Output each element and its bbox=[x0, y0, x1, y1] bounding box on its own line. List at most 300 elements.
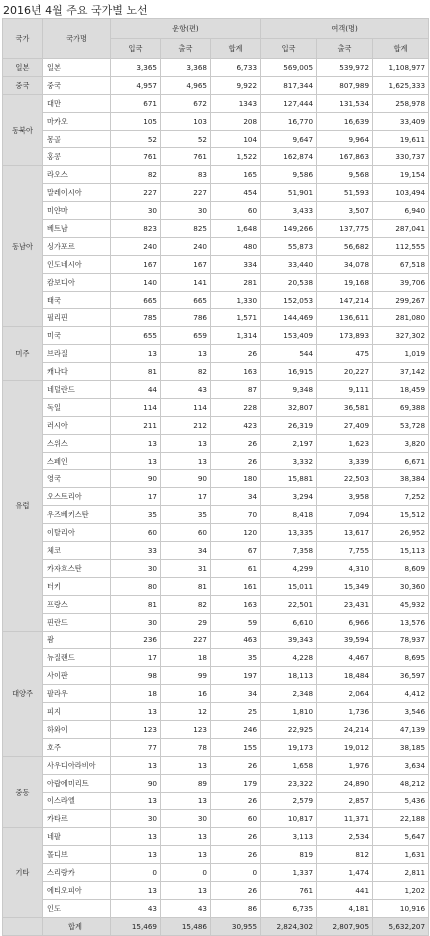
table-row bbox=[3, 309, 429, 327]
table-row bbox=[3, 899, 429, 917]
passengers-total-cell: 38,384 bbox=[373, 470, 429, 488]
flights-depart-cell: 103 bbox=[161, 112, 211, 130]
passengers-total-cell: 45,932 bbox=[373, 595, 429, 613]
header-flights-arrive: 입국 bbox=[111, 39, 161, 59]
country-cell: 핀란드 bbox=[43, 613, 111, 631]
passengers-depart-cell: 24,214 bbox=[317, 720, 373, 738]
country-cell: 팔라우 bbox=[43, 685, 111, 703]
table-row bbox=[3, 667, 429, 685]
passengers-depart-cell: 34,078 bbox=[317, 255, 373, 273]
flights-arrive-cell: 105 bbox=[111, 112, 161, 130]
flights-arrive-cell: 0 bbox=[111, 864, 161, 882]
passengers-total-cell: 15,512 bbox=[373, 506, 429, 524]
table-row bbox=[3, 202, 429, 220]
flights-total-cell: 463 bbox=[211, 631, 261, 649]
passengers-total-cell: 1,625,333 bbox=[373, 76, 429, 94]
flights-depart-cell: 34 bbox=[161, 542, 211, 560]
flights-depart-cell: 825 bbox=[161, 220, 211, 238]
country-cell: 뉴질랜드 bbox=[43, 649, 111, 667]
flights-arrive-cell: 785 bbox=[111, 309, 161, 327]
flights-total-cell: 480 bbox=[211, 237, 261, 255]
country-cell: 마카오 bbox=[43, 112, 111, 130]
table-row bbox=[3, 864, 429, 882]
flights-depart-cell: 60 bbox=[161, 524, 211, 542]
country-cell: 아랍에미리트 bbox=[43, 774, 111, 792]
passengers-total-cell: 48,212 bbox=[373, 774, 429, 792]
flights-total-cell: 246 bbox=[211, 720, 261, 738]
flights-total-cell: 1,522 bbox=[211, 148, 261, 166]
flights-total-cell: 87 bbox=[211, 381, 261, 399]
flights-total-cell: 228 bbox=[211, 398, 261, 416]
passengers-total-cell: 327,302 bbox=[373, 327, 429, 345]
passengers-depart-cell: 2,534 bbox=[317, 828, 373, 846]
table-row bbox=[3, 112, 429, 130]
country-cell: 사이판 bbox=[43, 667, 111, 685]
table-row bbox=[3, 398, 429, 416]
passengers-arrive-cell: 6,735 bbox=[261, 899, 317, 917]
passengers-total-cell: 299,267 bbox=[373, 291, 429, 309]
table-row bbox=[3, 720, 429, 738]
region-cell: 중국 bbox=[3, 76, 43, 94]
flights-arrive-cell: 60 bbox=[111, 524, 161, 542]
flights-arrive-cell: 123 bbox=[111, 720, 161, 738]
country-cell: 프랑스 bbox=[43, 595, 111, 613]
flights-depart-cell: 90 bbox=[161, 470, 211, 488]
passengers-arrive-cell: 55,873 bbox=[261, 237, 317, 255]
flights-depart-cell: 99 bbox=[161, 667, 211, 685]
flights-depart-cell: 4,965 bbox=[161, 76, 211, 94]
flights-arrive-cell: 90 bbox=[111, 470, 161, 488]
passengers-depart-cell: 4,181 bbox=[317, 899, 373, 917]
passengers-arrive-cell: 20,538 bbox=[261, 273, 317, 291]
flights-depart-cell: 13 bbox=[161, 828, 211, 846]
passengers-arrive-cell: 1,658 bbox=[261, 756, 317, 774]
table-row bbox=[3, 756, 429, 774]
passengers-arrive-cell: 18,113 bbox=[261, 667, 317, 685]
flights-depart-cell: 123 bbox=[161, 720, 211, 738]
flights-depart-cell: 17 bbox=[161, 488, 211, 506]
passengers-arrive-cell: 26,319 bbox=[261, 416, 317, 434]
table-row bbox=[3, 488, 429, 506]
flights-depart-cell: 665 bbox=[161, 291, 211, 309]
country-cell: 에티오피아 bbox=[43, 881, 111, 899]
flights-total-cell: 163 bbox=[211, 363, 261, 381]
table-row bbox=[3, 220, 429, 238]
passengers-total-cell: 38,185 bbox=[373, 738, 429, 756]
passengers-depart-cell: 22,503 bbox=[317, 470, 373, 488]
header-passengers-group: 여객(명) bbox=[261, 19, 429, 39]
passengers-depart-cell: 3,339 bbox=[317, 452, 373, 470]
flights-arrive-cell: 82 bbox=[111, 166, 161, 184]
passengers-total-cell: 13,576 bbox=[373, 613, 429, 631]
flights-total-cell: 25 bbox=[211, 703, 261, 721]
flights-arrive-cell: 13 bbox=[111, 846, 161, 864]
country-cell: 우즈베키스탄 bbox=[43, 506, 111, 524]
country-cell: 러시아 bbox=[43, 416, 111, 434]
passengers-depart-cell: 137,775 bbox=[317, 220, 373, 238]
flights-arrive-cell: 227 bbox=[111, 184, 161, 202]
flights-depart-cell: 78 bbox=[161, 738, 211, 756]
passengers-depart-cell: 23,431 bbox=[317, 595, 373, 613]
passengers-depart-cell: 1,623 bbox=[317, 434, 373, 452]
country-cell: 인도네시아 bbox=[43, 255, 111, 273]
passengers-arrive-cell: 32,807 bbox=[261, 398, 317, 416]
table-row bbox=[3, 881, 429, 899]
passengers-total-cell: 8,609 bbox=[373, 559, 429, 577]
region-cell: 동북아 bbox=[3, 94, 43, 166]
flights-depart-cell: 43 bbox=[161, 899, 211, 917]
passengers-total-cell: 18,459 bbox=[373, 381, 429, 399]
passengers-arrive-cell: 13,335 bbox=[261, 524, 317, 542]
flights-depart-cell: 672 bbox=[161, 94, 211, 112]
flights-depart-cell: 18 bbox=[161, 649, 211, 667]
passengers-depart-cell: 24,890 bbox=[317, 774, 373, 792]
flights-depart-cell: 31 bbox=[161, 559, 211, 577]
flights-arrive-cell: 13 bbox=[111, 828, 161, 846]
country-cell: 몰디브 bbox=[43, 846, 111, 864]
flights-depart-cell: 13 bbox=[161, 434, 211, 452]
passengers-total-cell: 37,142 bbox=[373, 363, 429, 381]
header-flights-depart: 출국 bbox=[161, 39, 211, 59]
passengers-arrive-cell: 761 bbox=[261, 881, 317, 899]
flights-depart-cell: 0 bbox=[161, 864, 211, 882]
passengers-depart-cell: 1,474 bbox=[317, 864, 373, 882]
flights-total-cell: 208 bbox=[211, 112, 261, 130]
country-cell: 스페인 bbox=[43, 452, 111, 470]
passengers-total-cell: 15,113 bbox=[373, 542, 429, 560]
region-cell: 미주 bbox=[3, 327, 43, 381]
flights-total-cell: 180 bbox=[211, 470, 261, 488]
flights-depart-cell: 659 bbox=[161, 327, 211, 345]
flights-depart-cell: 227 bbox=[161, 631, 211, 649]
country-cell: 체코 bbox=[43, 542, 111, 560]
flights-depart-cell: 43 bbox=[161, 381, 211, 399]
passengers-total-cell: 6,671 bbox=[373, 452, 429, 470]
passengers-arrive-cell: 16,915 bbox=[261, 363, 317, 381]
passengers-total-cell: 39,706 bbox=[373, 273, 429, 291]
flights-total-cell: 9,922 bbox=[211, 76, 261, 94]
table-row bbox=[3, 434, 429, 452]
country-cell: 태국 bbox=[43, 291, 111, 309]
country-cell: 말레이시아 bbox=[43, 184, 111, 202]
table-row bbox=[3, 291, 429, 309]
flights-total-cell: 334 bbox=[211, 255, 261, 273]
flights-total-cell: 0 bbox=[211, 864, 261, 882]
country-cell: 싱가포르 bbox=[43, 237, 111, 255]
passengers-arrive-cell: 9,348 bbox=[261, 381, 317, 399]
flights-depart-cell: 114 bbox=[161, 398, 211, 416]
total-flights-total: 30,955 bbox=[211, 917, 261, 935]
passengers-total-cell: 1,108,977 bbox=[373, 59, 429, 77]
country-cell: 괌 bbox=[43, 631, 111, 649]
flights-total-cell: 197 bbox=[211, 667, 261, 685]
flights-depart-cell: 3,368 bbox=[161, 59, 211, 77]
country-cell: 호주 bbox=[43, 738, 111, 756]
passengers-depart-cell: 147,214 bbox=[317, 291, 373, 309]
passengers-depart-cell: 2,064 bbox=[317, 685, 373, 703]
flights-arrive-cell: 665 bbox=[111, 291, 161, 309]
country-cell: 몽골 bbox=[43, 130, 111, 148]
passengers-depart-cell: 9,111 bbox=[317, 381, 373, 399]
country-cell: 하와이 bbox=[43, 720, 111, 738]
table-row bbox=[3, 810, 429, 828]
passengers-depart-cell: 441 bbox=[317, 881, 373, 899]
flights-total-cell: 61 bbox=[211, 559, 261, 577]
table-row bbox=[3, 166, 429, 184]
passengers-depart-cell: 36,581 bbox=[317, 398, 373, 416]
flights-arrive-cell: 77 bbox=[111, 738, 161, 756]
flights-depart-cell: 82 bbox=[161, 363, 211, 381]
flights-depart-cell: 82 bbox=[161, 595, 211, 613]
flights-total-cell: 67 bbox=[211, 542, 261, 560]
passengers-depart-cell: 1,736 bbox=[317, 703, 373, 721]
table-row bbox=[3, 542, 429, 560]
passengers-total-cell: 258,978 bbox=[373, 94, 429, 112]
passengers-total-cell: 10,916 bbox=[373, 899, 429, 917]
country-cell: 브라질 bbox=[43, 345, 111, 363]
flights-depart-cell: 13 bbox=[161, 881, 211, 899]
passengers-depart-cell: 1,976 bbox=[317, 756, 373, 774]
flights-total-cell: 1,571 bbox=[211, 309, 261, 327]
flights-arrive-cell: 30 bbox=[111, 613, 161, 631]
flights-total-cell: 163 bbox=[211, 595, 261, 613]
passengers-depart-cell: 19,168 bbox=[317, 273, 373, 291]
passengers-depart-cell: 51,593 bbox=[317, 184, 373, 202]
country-cell: 영국 bbox=[43, 470, 111, 488]
passengers-depart-cell: 7,755 bbox=[317, 542, 373, 560]
flights-depart-cell: 89 bbox=[161, 774, 211, 792]
flights-depart-cell: 212 bbox=[161, 416, 211, 434]
table-row bbox=[3, 506, 429, 524]
passengers-arrive-cell: 817,344 bbox=[261, 76, 317, 94]
flights-depart-cell: 167 bbox=[161, 255, 211, 273]
country-cell: 스위스 bbox=[43, 434, 111, 452]
passengers-total-cell: 6,940 bbox=[373, 202, 429, 220]
flights-depart-cell: 786 bbox=[161, 309, 211, 327]
flights-total-cell: 34 bbox=[211, 685, 261, 703]
flights-arrive-cell: 30 bbox=[111, 559, 161, 577]
total-passengers-arrive: 2,824,302 bbox=[261, 917, 317, 935]
flights-depart-cell: 13 bbox=[161, 345, 211, 363]
flights-arrive-cell: 13 bbox=[111, 881, 161, 899]
flights-total-cell: 60 bbox=[211, 202, 261, 220]
country-cell: 미국 bbox=[43, 327, 111, 345]
flights-total-cell: 26 bbox=[211, 452, 261, 470]
passengers-depart-cell: 3,958 bbox=[317, 488, 373, 506]
passengers-arrive-cell: 153,409 bbox=[261, 327, 317, 345]
passengers-total-cell: 1,631 bbox=[373, 846, 429, 864]
passengers-depart-cell: 475 bbox=[317, 345, 373, 363]
total-row bbox=[3, 917, 429, 935]
table-body bbox=[3, 59, 429, 918]
country-cell: 네덜란드 bbox=[43, 381, 111, 399]
flights-total-cell: 26 bbox=[211, 881, 261, 899]
header-country: 국가명 bbox=[43, 19, 111, 59]
country-cell: 스리랑카 bbox=[43, 864, 111, 882]
flights-arrive-cell: 211 bbox=[111, 416, 161, 434]
passengers-arrive-cell: 7,358 bbox=[261, 542, 317, 560]
flights-total-cell: 155 bbox=[211, 738, 261, 756]
table-row bbox=[3, 363, 429, 381]
passengers-total-cell: 5,647 bbox=[373, 828, 429, 846]
flights-arrive-cell: 81 bbox=[111, 595, 161, 613]
flights-depart-cell: 81 bbox=[161, 577, 211, 595]
flights-depart-cell: 13 bbox=[161, 452, 211, 470]
passengers-arrive-cell: 2,579 bbox=[261, 792, 317, 810]
table-row bbox=[3, 631, 429, 649]
flights-total-cell: 1,314 bbox=[211, 327, 261, 345]
country-cell: 라오스 bbox=[43, 166, 111, 184]
passengers-arrive-cell: 15,881 bbox=[261, 470, 317, 488]
country-cell: 인도 bbox=[43, 899, 111, 917]
passengers-arrive-cell: 3,433 bbox=[261, 202, 317, 220]
header-passengers-arrive: 입국 bbox=[261, 39, 317, 59]
flights-total-cell: 179 bbox=[211, 774, 261, 792]
region-cell: 일본 bbox=[3, 59, 43, 77]
passengers-total-cell: 3,634 bbox=[373, 756, 429, 774]
passengers-total-cell: 1,202 bbox=[373, 881, 429, 899]
country-cell: 캐나다 bbox=[43, 363, 111, 381]
total-flights-depart: 15,486 bbox=[161, 917, 211, 935]
region-cell: 대양주 bbox=[3, 631, 43, 756]
passengers-total-cell: 22,188 bbox=[373, 810, 429, 828]
page-title: 2016년 4월 주요 국가별 노선 bbox=[3, 4, 148, 17]
flights-total-cell: 26 bbox=[211, 756, 261, 774]
passengers-arrive-cell: 10,817 bbox=[261, 810, 317, 828]
table-row bbox=[3, 774, 429, 792]
passengers-arrive-cell: 569,005 bbox=[261, 59, 317, 77]
table-row bbox=[3, 381, 429, 399]
passengers-total-cell: 3,820 bbox=[373, 434, 429, 452]
table-row bbox=[3, 595, 429, 613]
passengers-depart-cell: 16,639 bbox=[317, 112, 373, 130]
passengers-total-cell: 2,811 bbox=[373, 864, 429, 882]
country-cell: 독일 bbox=[43, 398, 111, 416]
passengers-arrive-cell: 149,266 bbox=[261, 220, 317, 238]
flights-depart-cell: 16 bbox=[161, 685, 211, 703]
table-row bbox=[3, 649, 429, 667]
passengers-total-cell: 47,139 bbox=[373, 720, 429, 738]
flights-arrive-cell: 13 bbox=[111, 703, 161, 721]
passengers-depart-cell: 19,012 bbox=[317, 738, 373, 756]
country-cell: 일본 bbox=[43, 59, 111, 77]
passengers-arrive-cell: 1,337 bbox=[261, 864, 317, 882]
passengers-depart-cell: 136,611 bbox=[317, 309, 373, 327]
country-cell: 미얀마 bbox=[43, 202, 111, 220]
passengers-arrive-cell: 3,332 bbox=[261, 452, 317, 470]
flights-arrive-cell: 35 bbox=[111, 506, 161, 524]
country-cell: 네팔 bbox=[43, 828, 111, 846]
flights-total-cell: 26 bbox=[211, 434, 261, 452]
passengers-depart-cell: 18,484 bbox=[317, 667, 373, 685]
flights-arrive-cell: 761 bbox=[111, 148, 161, 166]
passengers-depart-cell: 56,682 bbox=[317, 237, 373, 255]
table-row bbox=[3, 76, 429, 94]
table-row bbox=[3, 59, 429, 77]
flights-arrive-cell: 13 bbox=[111, 792, 161, 810]
flights-arrive-cell: 140 bbox=[111, 273, 161, 291]
flights-depart-cell: 13 bbox=[161, 846, 211, 864]
passengers-arrive-cell: 8,418 bbox=[261, 506, 317, 524]
passengers-arrive-cell: 819 bbox=[261, 846, 317, 864]
passengers-arrive-cell: 162,874 bbox=[261, 148, 317, 166]
passengers-total-cell: 103,494 bbox=[373, 184, 429, 202]
table-row bbox=[3, 577, 429, 595]
flights-total-cell: 86 bbox=[211, 899, 261, 917]
total-passengers-depart: 2,807,905 bbox=[317, 917, 373, 935]
country-cell: 홍콩 bbox=[43, 148, 111, 166]
flights-arrive-cell: 30 bbox=[111, 202, 161, 220]
routes-table bbox=[2, 18, 429, 936]
flights-total-cell: 26 bbox=[211, 828, 261, 846]
flights-depart-cell: 13 bbox=[161, 792, 211, 810]
flights-depart-cell: 13 bbox=[161, 756, 211, 774]
flights-arrive-cell: 3,365 bbox=[111, 59, 161, 77]
flights-depart-cell: 761 bbox=[161, 148, 211, 166]
header-region: 국가 bbox=[3, 19, 43, 59]
passengers-depart-cell: 131,534 bbox=[317, 94, 373, 112]
flights-total-cell: 70 bbox=[211, 506, 261, 524]
passengers-total-cell: 53,728 bbox=[373, 416, 429, 434]
passengers-arrive-cell: 51,901 bbox=[261, 184, 317, 202]
passengers-depart-cell: 4,310 bbox=[317, 559, 373, 577]
flights-depart-cell: 52 bbox=[161, 130, 211, 148]
passengers-arrive-cell: 22,501 bbox=[261, 595, 317, 613]
flights-total-cell: 165 bbox=[211, 166, 261, 184]
passengers-total-cell: 1,019 bbox=[373, 345, 429, 363]
passengers-depart-cell: 20,227 bbox=[317, 363, 373, 381]
flights-total-cell: 26 bbox=[211, 846, 261, 864]
flights-arrive-cell: 13 bbox=[111, 345, 161, 363]
passengers-arrive-cell: 4,299 bbox=[261, 559, 317, 577]
flights-arrive-cell: 13 bbox=[111, 756, 161, 774]
passengers-arrive-cell: 4,228 bbox=[261, 649, 317, 667]
flights-total-cell: 1343 bbox=[211, 94, 261, 112]
flights-depart-cell: 30 bbox=[161, 810, 211, 828]
passengers-arrive-cell: 3,113 bbox=[261, 828, 317, 846]
flights-total-cell: 454 bbox=[211, 184, 261, 202]
table-row bbox=[3, 703, 429, 721]
flights-arrive-cell: 13 bbox=[111, 452, 161, 470]
flights-arrive-cell: 18 bbox=[111, 685, 161, 703]
flights-arrive-cell: 655 bbox=[111, 327, 161, 345]
flights-depart-cell: 240 bbox=[161, 237, 211, 255]
table-row bbox=[3, 184, 429, 202]
passengers-arrive-cell: 3,294 bbox=[261, 488, 317, 506]
passengers-total-cell: 3,546 bbox=[373, 703, 429, 721]
passengers-total-cell: 281,080 bbox=[373, 309, 429, 327]
country-cell: 피지 bbox=[43, 703, 111, 721]
table-row bbox=[3, 792, 429, 810]
passengers-total-cell: 330,737 bbox=[373, 148, 429, 166]
table-row bbox=[3, 416, 429, 434]
country-cell: 이탈리아 bbox=[43, 524, 111, 542]
flights-depart-cell: 35 bbox=[161, 506, 211, 524]
passengers-total-cell: 19,611 bbox=[373, 130, 429, 148]
flights-arrive-cell: 30 bbox=[111, 810, 161, 828]
flights-arrive-cell: 44 bbox=[111, 381, 161, 399]
flights-total-cell: 1,648 bbox=[211, 220, 261, 238]
flights-total-cell: 59 bbox=[211, 613, 261, 631]
flights-arrive-cell: 13 bbox=[111, 434, 161, 452]
passengers-total-cell: 78,937 bbox=[373, 631, 429, 649]
passengers-arrive-cell: 33,440 bbox=[261, 255, 317, 273]
passengers-total-cell: 30,360 bbox=[373, 577, 429, 595]
table-row bbox=[3, 130, 429, 148]
flights-depart-cell: 227 bbox=[161, 184, 211, 202]
total-flights-arrive: 15,469 bbox=[111, 917, 161, 935]
table-row bbox=[3, 452, 429, 470]
